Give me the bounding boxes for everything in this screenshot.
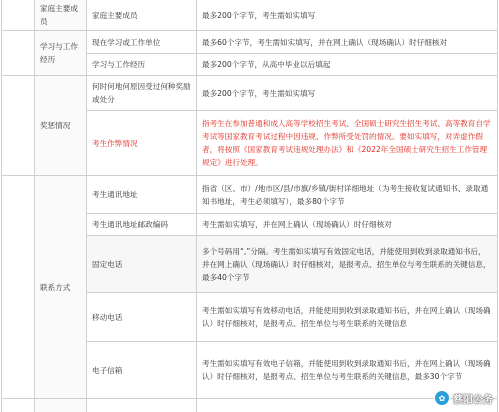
category-contact: 联系方式 — [35, 176, 87, 399]
row-spacer-cell — [2, 0, 35, 31]
desc-current-unit: 最多60个字节，考生需如实填写，并在网上确认（现场确认）时仔细核对 — [197, 31, 498, 54]
item-zipcode: 考生通讯地址邮政编码 — [87, 214, 197, 236]
table-row-current-unit — [2, 31, 498, 54]
item-current-unit: 现在学习或工作单位 — [87, 31, 197, 54]
desc-zipcode: 考生需如实填写，并在网上确认（现场确认）时仔细核对 — [197, 214, 498, 236]
row-spacer-cell — [87, 399, 197, 412]
category-family: 家庭主要成员 — [35, 0, 87, 31]
item-phone: 固定电话 — [87, 236, 197, 293]
row-spacer-cell — [35, 399, 87, 412]
category-study-work: 学习与工作经历 — [35, 31, 87, 76]
row-spacer-cell — [2, 31, 35, 76]
table-row-awards — [2, 76, 498, 111]
desc-awards: 最多200个字节，考生需如实填写 — [197, 76, 498, 111]
item-work-history: 学习与工作经历 — [87, 54, 197, 76]
item-cheating: 考生作弊情况 — [87, 111, 197, 176]
item-address: 考生通讯地址 — [87, 176, 197, 214]
category-rewards: 奖惩情况 — [35, 76, 87, 176]
table-row-family — [2, 0, 498, 31]
row-spacer-cell — [2, 399, 35, 412]
desc-cheating: 指考生在参加普通和成人高等学校招生考试、全国硕士研究生招生考试、高等教育自学考试等国家教育考试过程中因违规、作弊所受处罚的情况。要如实填写，对弄虚作假者，将按照《国家教育考试违规处理办法》和《2022年全国硕士研究生招生工作管理规定》进行处理。 — [197, 111, 498, 176]
table-row-next — [2, 399, 498, 412]
table-row-address — [2, 176, 498, 214]
desc-email: 考生需如实填写有效电子信箱，并能使用到收到录取通知书后，并在网上确认（现场确认）时仔细核对，是报考点、招生单位与考生联系的关键信息，最多30个字节 — [197, 342, 498, 399]
desc-work-history: 最多200个字节，从高中毕业以后填起 — [197, 54, 498, 76]
wechat-logo-icon: ✿ — [434, 390, 450, 406]
desc-family: 最多200个字节，考生需如实填写 — [197, 0, 498, 31]
desc-address: 指省（区、市）/地市区/县/市旗/乡镇/街村详细地址（为考生接收复试通知书、录取通知书地址，考生必须填写），最多80个字节 — [197, 176, 498, 214]
row-spacer-cell — [2, 176, 35, 399]
item-family: 家庭主要成员 — [87, 0, 197, 31]
item-email: 电子信箱 — [87, 342, 197, 399]
registration-info-table — [1, 0, 498, 412]
desc-mobile: 考生需如实填写有效移动电话，并能使用到收到录取通知书后，并在网上确认（现场确认）时仔细核对，是报考点、招生单位与考生联系的关键信息 — [197, 293, 498, 342]
watermark — [434, 390, 493, 406]
item-mobile: 移动电话 — [87, 293, 197, 342]
desc-phone: 多个号码用“,”分隔。考生需如实填写有效固定电话，并能使用到收到录取通知书后，并在网上确认（现场确认）时仔细核对，是报考点、招生单位与考生联系的关键信息，最多40个字节 — [197, 236, 498, 293]
watermark-text: 蔡阳公务 — [453, 394, 493, 406]
row-spacer-cell — [2, 76, 35, 176]
item-awards: 何时何地何原因受过何种奖励或处分 — [87, 76, 197, 111]
